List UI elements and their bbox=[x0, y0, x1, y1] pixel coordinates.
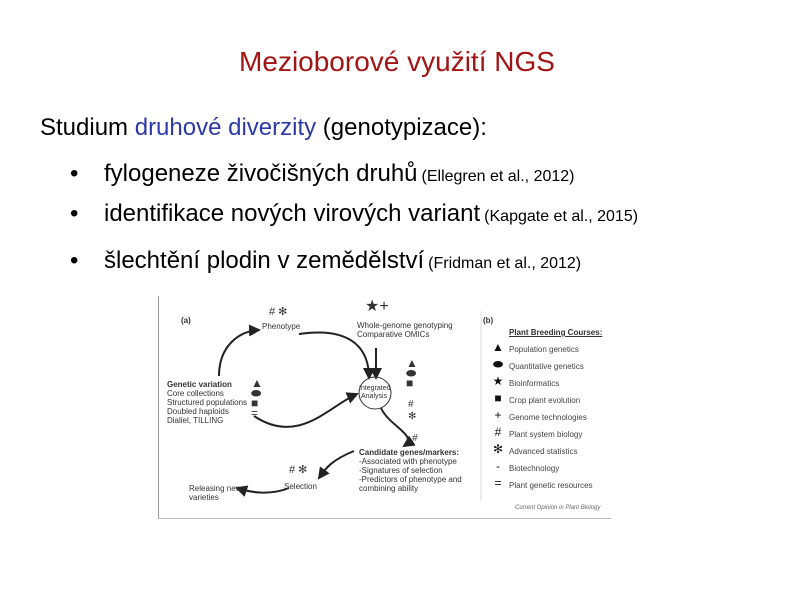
hash-symbol: # bbox=[408, 399, 414, 410]
variation-symbols: ▲ ⬬ ■ = bbox=[251, 376, 263, 420]
bullet-item bbox=[70, 247, 581, 275]
legend-symbol: - bbox=[496, 459, 500, 473]
candidate-item: -Predictors of phenotype and bbox=[359, 475, 462, 484]
legend-symbol: ■ bbox=[494, 391, 502, 405]
genetic-variation-title: Genetic variation bbox=[167, 380, 232, 389]
breeding-figure bbox=[158, 296, 611, 519]
bullet-citation: (Fridman et al., 2012) bbox=[428, 255, 582, 272]
legend-symbol: ★ bbox=[492, 374, 504, 388]
releasing-line2: varieties bbox=[189, 493, 219, 502]
candidate-title: Candidate genes/markers: bbox=[359, 448, 460, 457]
breeding-title: Plant Breeding Courses: bbox=[509, 328, 603, 337]
selection-symbols: # ✻ bbox=[289, 464, 308, 476]
genetic-variation-item: Core collections bbox=[167, 389, 224, 398]
legend-label: Advanced statistics bbox=[509, 447, 578, 456]
legend-label: Biotechnology bbox=[509, 464, 560, 473]
selection-label: Selection bbox=[284, 482, 317, 491]
legend-symbol: ✻ bbox=[492, 442, 504, 456]
legend-symbol: ⬬ bbox=[492, 357, 504, 371]
figure-credit: Current Opinion in Plant Biology bbox=[515, 505, 601, 511]
candidate-item: -Signatures of selection bbox=[359, 466, 443, 475]
bullet-text: identifikace nových virových variant bbox=[104, 200, 481, 227]
whole-genome-line2: Comparative OMICs bbox=[357, 330, 430, 339]
phenotype-label: Phenotype bbox=[262, 322, 301, 331]
bullet-item bbox=[70, 200, 638, 228]
bullet-citation: (Ellegren et al., 2012) bbox=[421, 168, 575, 185]
intro-highlight: druhové diverzity bbox=[134, 114, 317, 141]
legend-label: Crop plant evolution bbox=[509, 396, 581, 405]
bullet-marker: • bbox=[70, 200, 79, 227]
integrated-line1: Integrated bbox=[359, 385, 391, 392]
panel-b-label: (b) bbox=[483, 316, 494, 325]
slide-title: Mezioborové využití NGS bbox=[239, 46, 555, 77]
genetic-variation-block bbox=[167, 380, 247, 425]
legend-symbol: ▲ bbox=[492, 340, 504, 354]
panel-a-label: (a) bbox=[181, 316, 191, 325]
legend-label: Plant genetic resources bbox=[509, 481, 593, 490]
phenotype-symbols: # ✻ bbox=[269, 306, 288, 318]
ast-symbol: ✻ bbox=[408, 411, 417, 422]
genetic-variation-item: Structured populations bbox=[167, 398, 248, 407]
legend-label: Quantitative genetics bbox=[509, 362, 584, 371]
intro-line bbox=[40, 114, 487, 142]
analysis-side-symbols: ▲ ⬬ ■ bbox=[406, 356, 418, 390]
candidate-item: -Associated with phenotype bbox=[359, 457, 457, 466]
legend-label: Plant system biology bbox=[509, 430, 583, 439]
arrow-candidate-to-selection bbox=[319, 451, 354, 478]
legend-label: Genome technologies bbox=[509, 413, 587, 422]
bullet-text: fylogeneze živočišných druhů bbox=[104, 160, 418, 187]
whole-genome-line1: Whole-genome genotyping bbox=[357, 321, 453, 330]
integrated-line2: Analysis bbox=[361, 393, 388, 400]
bullet-citation: (Kapgate et al., 2015) bbox=[484, 208, 639, 225]
arrow-phenotype-to-analysis bbox=[299, 332, 369, 378]
genetic-variation-item: Dialiel, TILLING bbox=[167, 416, 224, 425]
legend-symbol: # bbox=[494, 425, 502, 439]
candidate-item: combining ability bbox=[359, 484, 419, 493]
bullet-marker: • bbox=[70, 160, 79, 187]
legend-symbol: = bbox=[494, 476, 502, 490]
legend-label: Bioinformatics bbox=[509, 379, 560, 388]
intro-suffix: (genotypizace): bbox=[316, 114, 487, 141]
candidate-block bbox=[359, 448, 462, 493]
arrow-selection-to-release bbox=[237, 488, 289, 493]
star-plus-symbols: ★+ bbox=[365, 298, 389, 315]
intro-prefix: Studium bbox=[40, 114, 135, 141]
legend-symbol: + bbox=[494, 408, 502, 422]
bullet-item bbox=[70, 160, 575, 188]
arrow-variation-to-analysis bbox=[254, 394, 357, 427]
bullet-marker: • bbox=[70, 247, 79, 274]
arrow-analysis-to-candidate bbox=[381, 408, 408, 446]
bullet-text: šlechtění plodin v zemědělství bbox=[104, 247, 425, 274]
arrow-variation-to-phenotype bbox=[219, 330, 259, 376]
genetic-variation-item: Doubled haploids bbox=[167, 407, 229, 416]
legend-label: Population genetics bbox=[509, 345, 579, 354]
releasing-line1: Releasing new bbox=[189, 484, 242, 493]
dash-hash-symbols: - # bbox=[406, 433, 418, 444]
